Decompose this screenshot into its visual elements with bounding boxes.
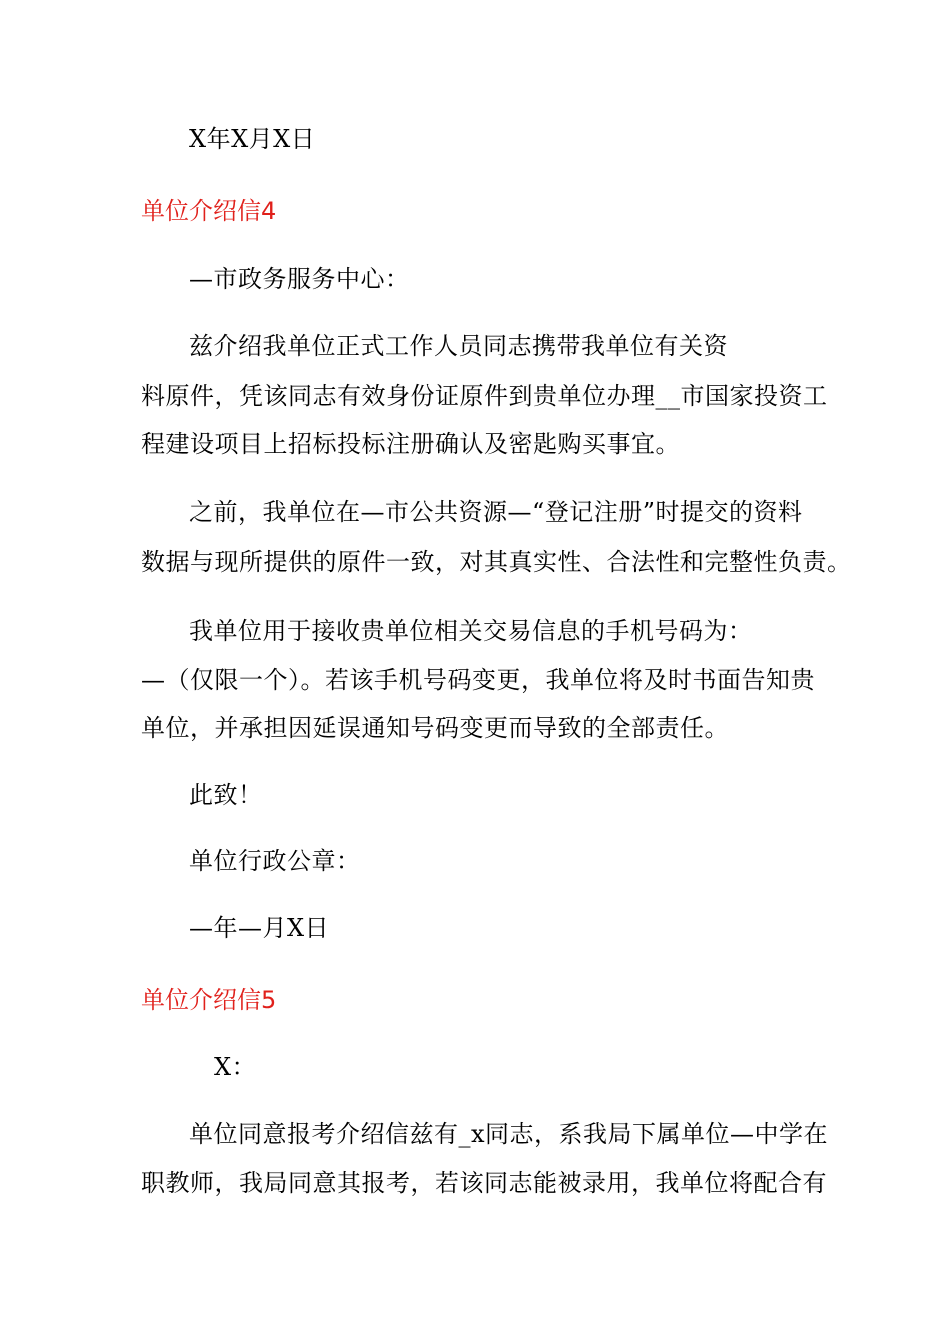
section-4-closing: 此致！	[189, 781, 263, 809]
section-5-addressee: X：	[214, 1053, 257, 1081]
section-4-p2-line-1: 之前，我单位在—市公共资源—“登记注册”时提交的资料	[189, 498, 803, 526]
section-4-heading: 单位介绍信4	[141, 197, 277, 225]
section-4-p3-line-2: —（仅限一个）。若该手机号码变更，我单位将及时书面告知贵	[141, 666, 815, 694]
section-4-p3-line-1: 我单位用于接收贵单位相关交易信息的手机号码为：	[189, 617, 753, 645]
section-4-seal-label: 单位行政公章：	[189, 847, 361, 875]
section-5-p1-line-2: 职教师，我局同意其报考，若该同志能被录用，我单位将配合有	[141, 1169, 827, 1197]
section-4-p1-line-2: 料原件，凭该同志有效身份证原件到贵单位办理__市国家投资工	[141, 382, 828, 410]
section-5-p1-line-1: 单位同意报考介绍信兹有_x同志，系我局下属单位—中学在	[189, 1120, 829, 1148]
section-5-heading: 单位介绍信5	[141, 986, 277, 1014]
section-4-p1-line-3: 程建设项目上招标投标注册确认及密匙购买事宜。	[141, 430, 680, 458]
section-4-p1-line-1: 兹介绍我单位正式工作人员同志携带我单位有关资	[189, 332, 728, 360]
section-4-p2-line-2: 数据与现所提供的原件一致，对其真实性、合法性和完整性负责。	[141, 548, 852, 576]
section-4-p3-line-3: 单位，并承担因延误通知号码变更而导致的全部责任。	[141, 714, 729, 742]
date-line-top: X年X月X日	[189, 125, 316, 153]
section-4-date: —年—月X日	[189, 914, 330, 942]
section-4-addressee: —市政务服务中心：	[189, 265, 410, 293]
